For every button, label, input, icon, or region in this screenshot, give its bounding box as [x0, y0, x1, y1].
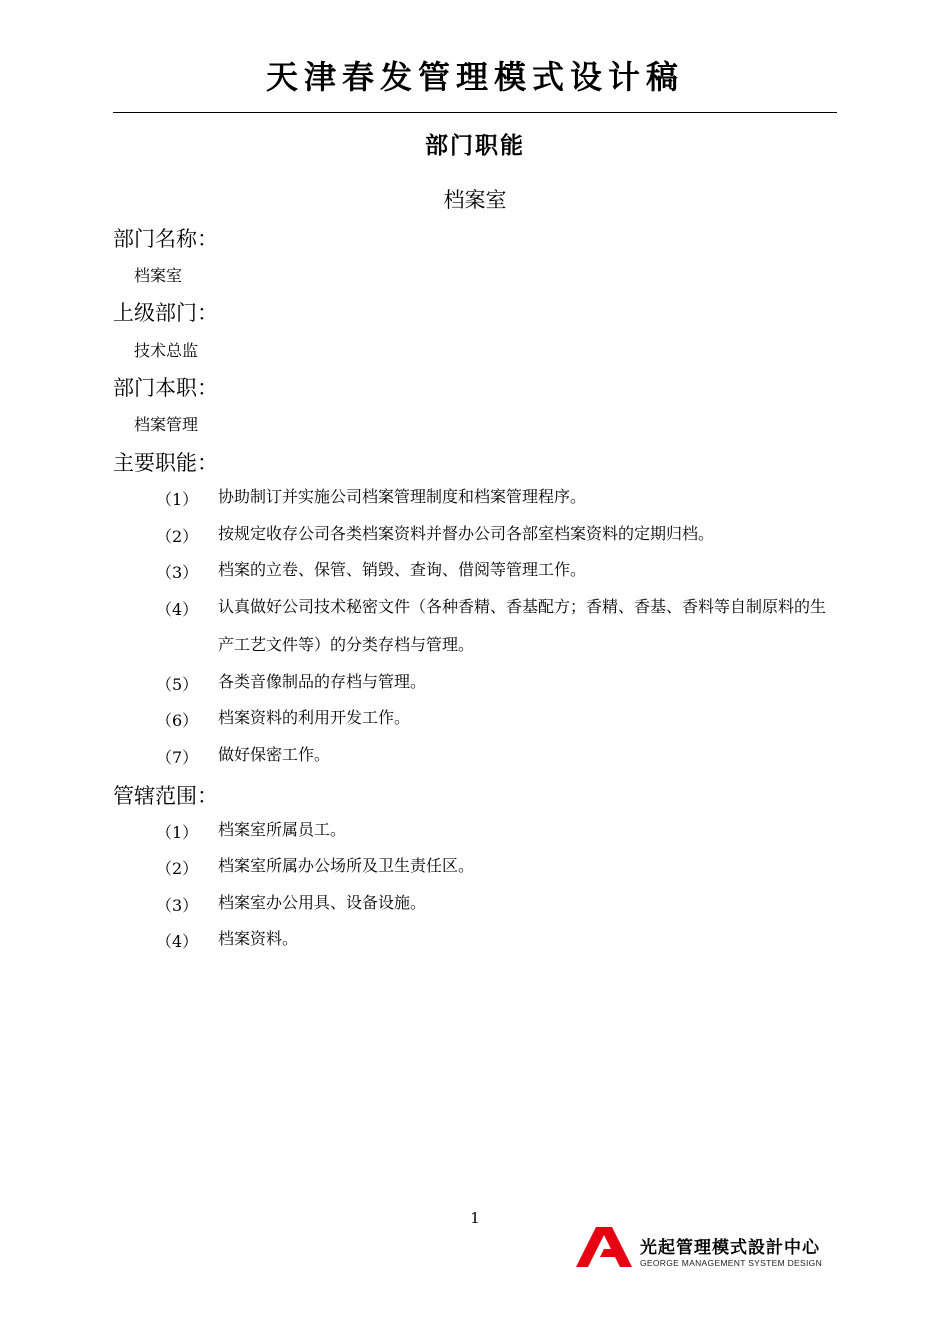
list-item-number: （2）: [156, 859, 199, 878]
list-item-text: 档案室所属办公场所及卫生责任区。: [218, 856, 475, 875]
department-title: 档案室: [443, 188, 507, 212]
title-divider: [113, 112, 837, 113]
list-item-text: 各类音像制品的存档与管理。: [218, 672, 427, 691]
list-item-text: 协助制订并实施公司档案管理制度和档案管理程序。: [218, 487, 587, 506]
list-item-number: （7）: [156, 748, 199, 767]
dept-name-label: 部门名称：: [113, 227, 218, 251]
list-item-number: （4）: [156, 932, 199, 951]
list-item-number: （5）: [156, 675, 199, 694]
list-item-number: （3）: [156, 896, 199, 915]
duty-label: 部门本职：: [113, 376, 218, 400]
list-item-text: 认真做好公司技术秘密文件（各种香精、香基配方；香精、香基、香料等自制原料的生产工艺文件等）的分类存档与管理。: [218, 597, 827, 654]
list-item-text: 档案的立卷、保管、销毁、查询、借阅等管理工作。: [218, 560, 587, 579]
main-functions-label: 主要职能：: [113, 451, 218, 475]
dept-name-value: 档案室: [134, 266, 183, 285]
logo-chinese-text: 光起管理模式設計中心: [640, 1238, 820, 1258]
list-item-number: （6）: [156, 711, 199, 730]
list-item-number: （2）: [156, 527, 199, 546]
superior-value: 技术总监: [134, 341, 199, 360]
list-item-number: （3）: [156, 563, 199, 582]
logo-english-text: GEORGE MANAGEMENT SYSTEM DESIGN: [640, 1258, 823, 1268]
logo-a-icon: [576, 1227, 632, 1267]
list-item-text: 档案资料。: [218, 929, 299, 948]
scope-label: 管辖范围：: [113, 784, 218, 808]
company-logo: [576, 1227, 838, 1271]
list-item-number: （1）: [156, 823, 199, 842]
list-item-text: 档案资料的利用开发工作。: [218, 708, 411, 727]
list-item-number: （4）: [156, 600, 199, 619]
list-item-text: 档案室所属员工。: [218, 820, 347, 839]
superior-label: 上级部门：: [113, 301, 218, 325]
section-title: 部门职能: [425, 133, 525, 159]
page-number: 1: [470, 1209, 480, 1227]
list-item-number: （1）: [156, 490, 199, 509]
list-item-text: 档案室办公用具、设备设施。: [218, 893, 427, 912]
list-item-text: 按规定收存公司各类档案资料并督办公司各部室档案资料的定期归档。: [218, 524, 715, 543]
duty-value: 档案管理: [134, 415, 199, 434]
document-title: 天津春发管理模式设计稿: [265, 58, 684, 96]
list-item-text: 做好保密工作。: [218, 745, 331, 764]
